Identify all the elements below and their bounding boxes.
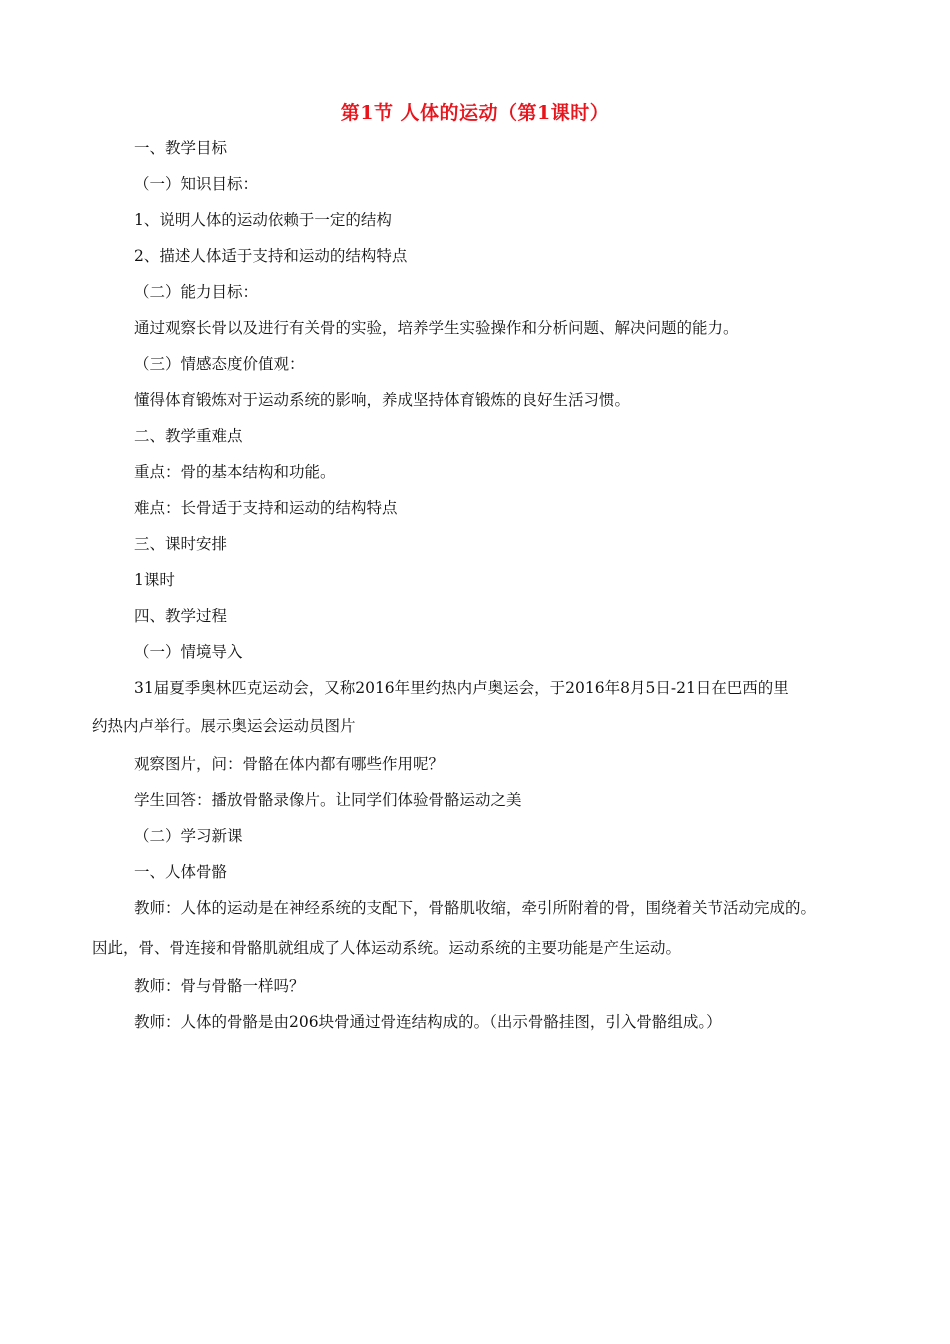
subheading-new-lesson: （二）学习新课	[134, 827, 243, 845]
question-text: 观察图片，问：骨骼在体内都有哪些作用呢？	[134, 755, 445, 773]
heading-class-arrangement: 三、课时安排	[134, 535, 228, 553]
class-arrangement-text: 1课时	[134, 571, 175, 589]
teacher-statement-text: 教师：人体的骨骼是由206块骨通过骨连结构成的。（出示骨骼挂图，引入骨骼组成。）	[134, 1013, 722, 1031]
ability-objective-text: 通过观察长骨以及进行有关骨的实验，培养学生实验操作和分析问题、解决问题的能力。	[134, 319, 739, 337]
subheading-ability-objectives: （二）能力目标：	[134, 283, 259, 301]
subheading-situation-intro: （一）情境导入	[134, 643, 243, 661]
heading-key-difficult-points: 二、教学重难点	[134, 427, 243, 445]
intro-paragraph-line-2: 约热内卢举行。展示奥运会运动员图片	[92, 717, 356, 735]
teacher-paragraph-line-2: 因此，骨、骨连接和骨骼肌就组成了人体运动系统。运动系统的主要功能是产生运动。	[92, 939, 682, 957]
student-answer-text: 学生回答：播放骨骼录像片。让同学们体验骨骼运动之美	[134, 791, 522, 809]
subheading-knowledge-objectives: （一）知识目标：	[134, 175, 259, 193]
intro-paragraph-line-1: 31届夏季奥林匹克运动会，又称2016年里约热内卢奥运会，于2016年8月5日-21日在巴西的里	[134, 679, 789, 697]
teacher-paragraph-line-1: 教师：人体的运动是在神经系统的支配下，骨骼肌收缩，牵引所附着的骨，围绕着关节活动完成的。	[134, 899, 817, 917]
document-title: 第1节 人体的运动（第1课时）	[340, 102, 610, 124]
objective-item-2: 2、描述人体适于支持和运动的结构特点	[134, 247, 408, 265]
objective-item-1: 1、说明人体的运动依赖于一定的结构	[134, 211, 392, 229]
difficult-point-text: 难点：长骨适于支持和运动的结构特点	[134, 499, 398, 517]
heading-teaching-objectives: 一、教学目标	[134, 139, 228, 157]
teacher-question-text: 教师：骨与骨骼一样吗？	[134, 977, 305, 995]
subheading-attitude-values: （三）情感态度价值观：	[134, 355, 305, 373]
heading-human-skeleton: 一、人体骨骼	[134, 863, 228, 881]
attitude-values-text: 懂得体育锻炼对于运动系统的影响，养成坚持体育锻炼的良好生活习惯。	[134, 391, 631, 409]
key-point-text: 重点：骨的基本结构和功能。	[134, 463, 336, 481]
heading-teaching-process: 四、教学过程	[134, 607, 228, 625]
